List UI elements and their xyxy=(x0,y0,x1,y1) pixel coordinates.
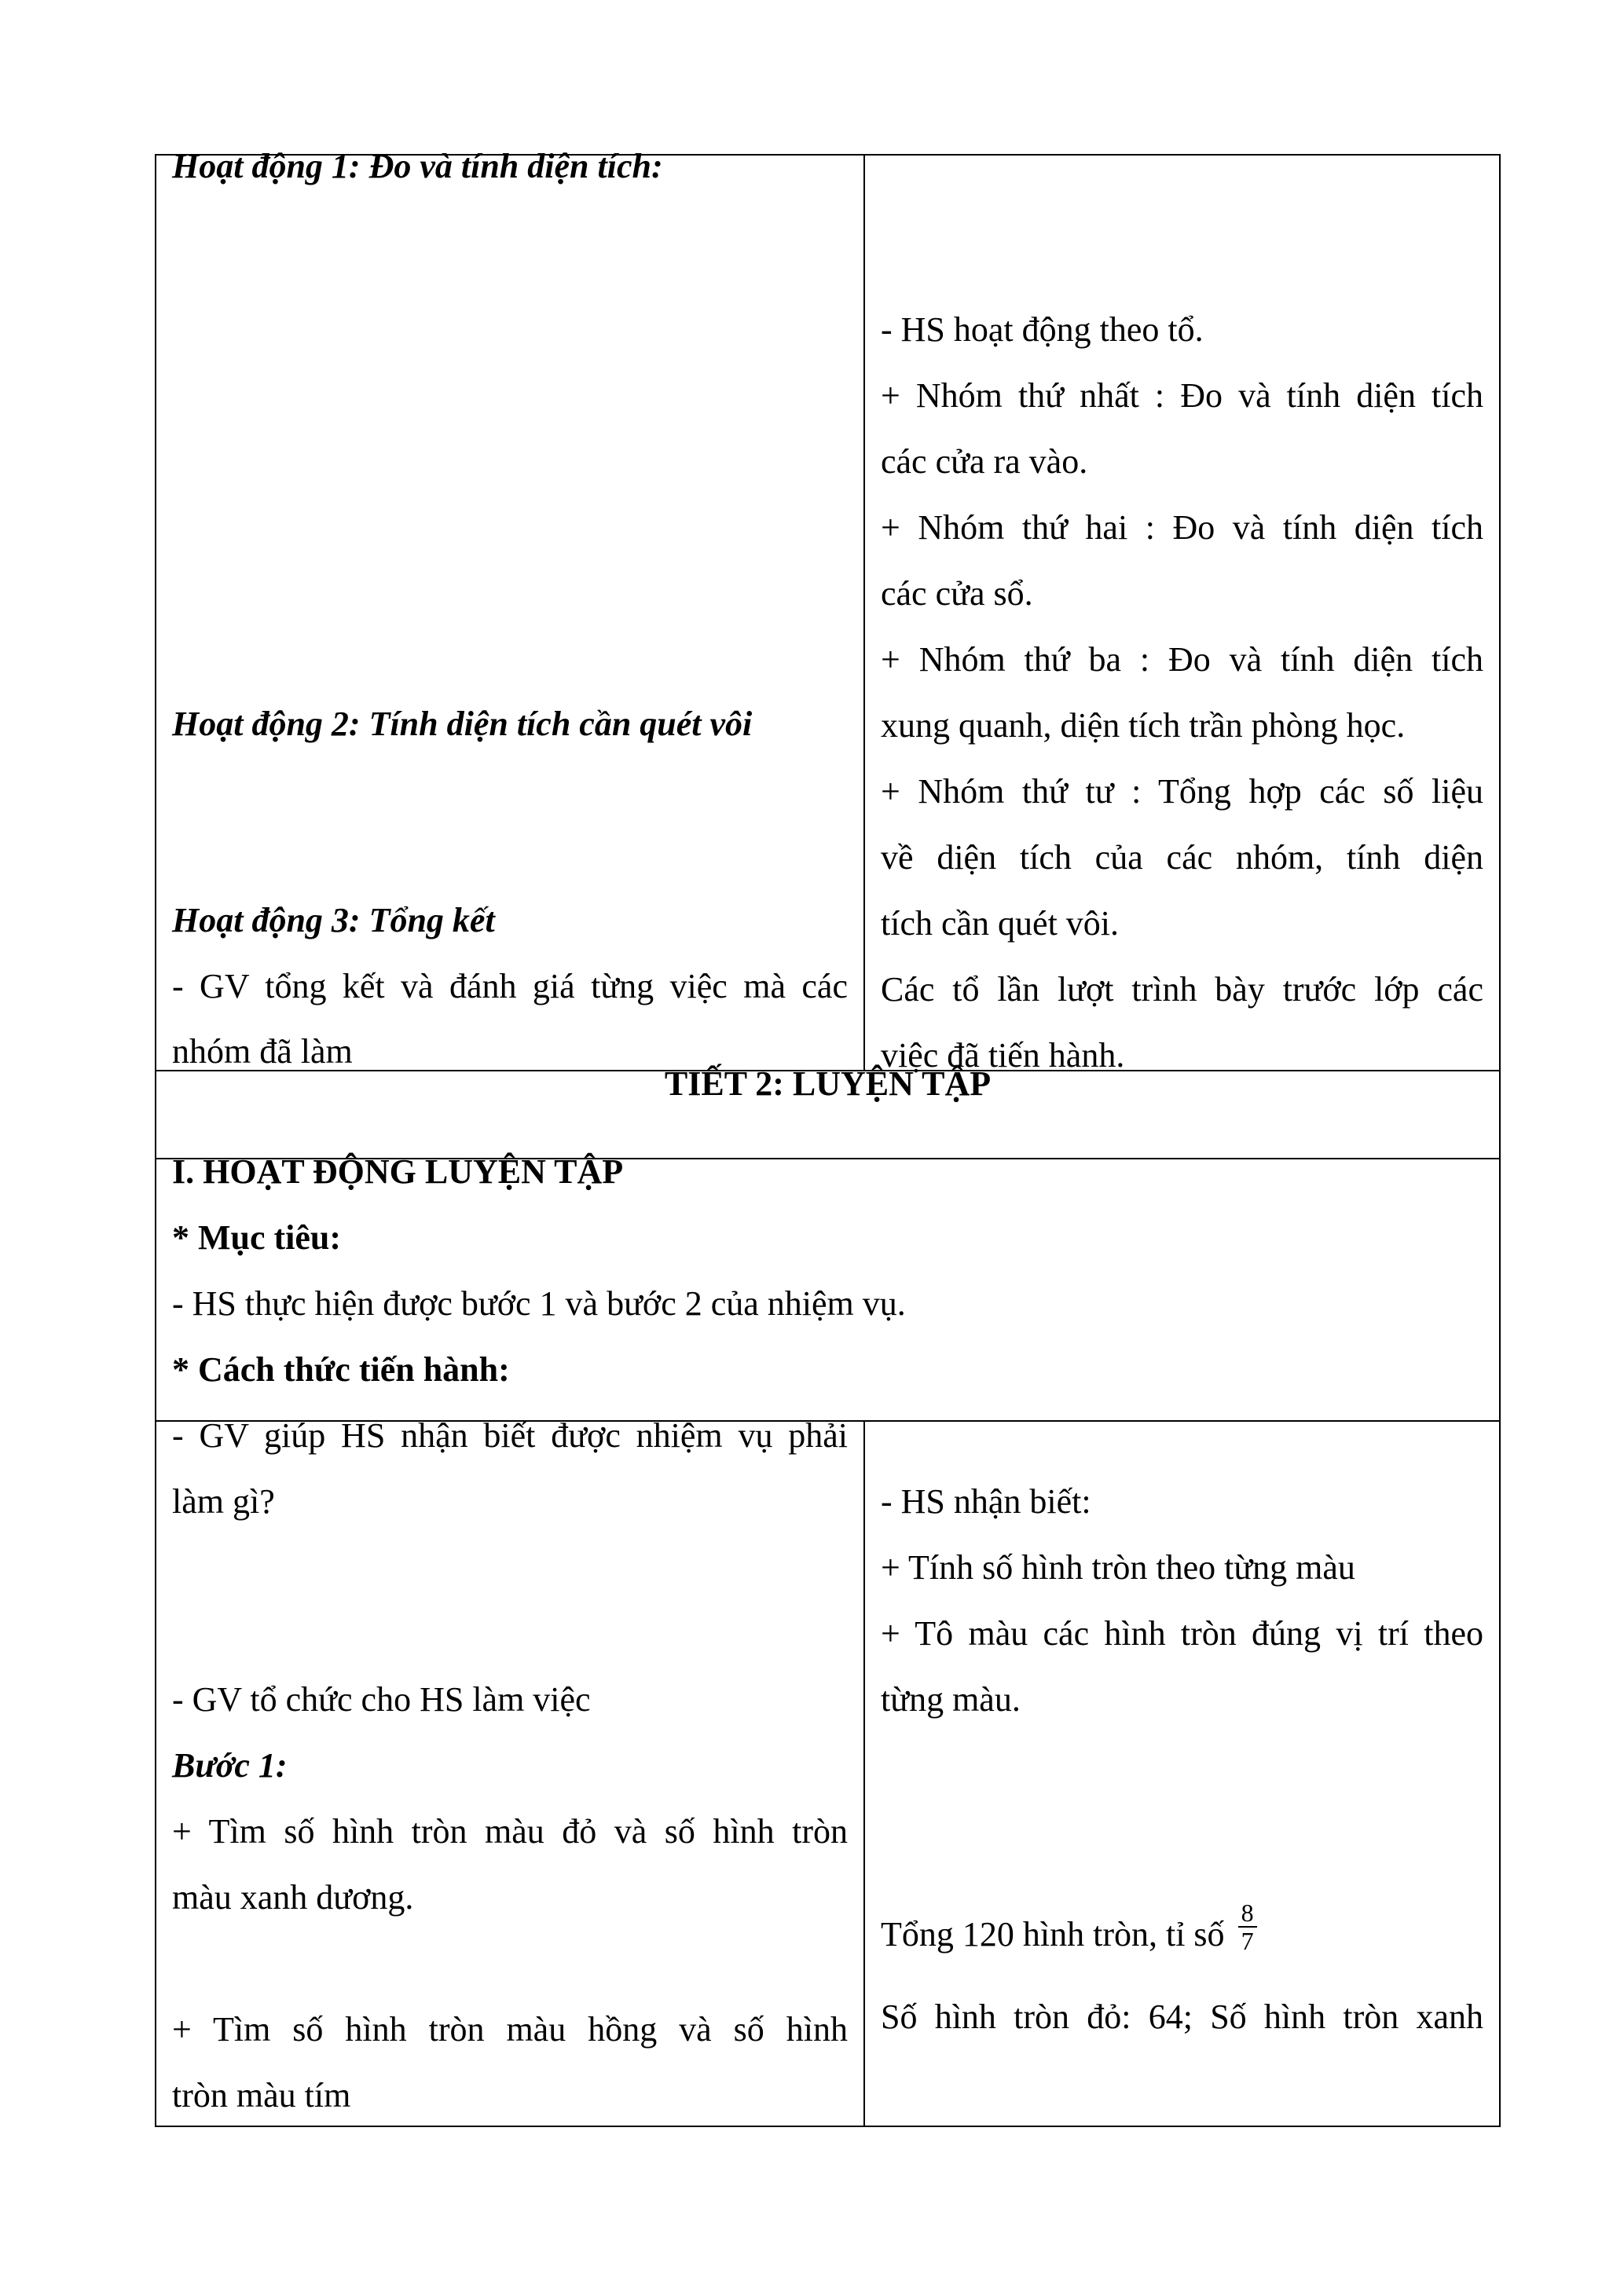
teacher-practice-line-1: - GV giúp HS nhận biết được nhiệm vụ phải xyxy=(172,1416,848,1455)
student-line-2: + Nhóm thứ nhất : Đo và tính diện tích xyxy=(881,376,1483,415)
teacher-practice-line-3: - GV tổ chức cho HS làm việc xyxy=(172,1680,591,1719)
teacher-practice-line-5: màu xanh dương. xyxy=(172,1878,414,1917)
practice-heading: I. HOẠT ĐỘNG LUYỆN TẬP xyxy=(172,1152,624,1191)
student-practice-cell xyxy=(864,1421,1500,2126)
teacher-practice-line-4: + Tìm số hình tròn màu đỏ và số hình tròn xyxy=(172,1812,848,1851)
teacher-activities-cell xyxy=(156,147,864,1071)
student-practice-line-5 xyxy=(881,1899,1483,1965)
student-line-7: xung quanh, diện tích trần phòng học. xyxy=(881,706,1406,745)
student-practice-line-6: Số hình tròn đỏ: 64; Số hình tròn xanh xyxy=(881,1998,1483,2036)
student-line-1: - HS hoạt động theo tổ. xyxy=(881,310,1204,349)
activity-1-title: Hoạt động 1: Đo và tính diện tích: xyxy=(172,147,663,185)
teacher-summary-line-1: - GV tổng kết và đánh giá từng việc mà các xyxy=(172,967,848,1005)
activity-2-title: Hoạt động 2: Tính diện tích cần quét vôi xyxy=(172,705,753,743)
teacher-practice-line-7: tròn màu tím xyxy=(172,2076,351,2115)
practice-header-row xyxy=(156,1159,1500,1421)
step-1-label: Bước 1: xyxy=(172,1746,288,1785)
fraction-denominator: 7 xyxy=(1241,1927,1254,1955)
tiet2-cell xyxy=(156,1064,1500,1159)
student-line-3: các cửa ra vào. xyxy=(881,442,1088,481)
student-line-6: + Nhóm thứ ba : Đo và tính diện tích xyxy=(881,640,1483,679)
student-line-10: tích cần quét vôi. xyxy=(881,904,1120,943)
teacher-practice-line-6: + Tìm số hình tròn màu hồng và số hình xyxy=(172,2010,848,2049)
student-practice-line-4: từng màu. xyxy=(881,1680,1021,1719)
practice-header-cell xyxy=(156,1152,1500,1421)
student-line-9: về diện tích của các nhóm, tính diện xyxy=(881,838,1483,877)
objective-label: * Mục tiêu: xyxy=(172,1218,342,1257)
student-practice-line-2: + Tính số hình tròn theo từng màu xyxy=(881,1548,1355,1587)
teacher-summary-line-2: nhóm đã làm xyxy=(172,1032,353,1071)
lesson-table xyxy=(155,147,1501,2127)
practice-row xyxy=(156,1421,1500,2126)
student-line-5: các cửa sổ. xyxy=(881,574,1033,613)
student-line-11: Các tổ lần lượt trình bày trước lớp các xyxy=(881,970,1483,1009)
tiet2-row xyxy=(156,1071,1500,1159)
activities-row xyxy=(156,155,1500,1071)
student-line-12: việc đã tiến hành. xyxy=(881,1036,1125,1075)
teacher-practice-cell xyxy=(156,1416,864,2126)
ratio-fraction xyxy=(1238,1899,1257,1954)
activity-3-title: Hoạt động 3: Tổng kết xyxy=(172,901,495,939)
objective-text: - HS thực hiện được bước 1 và bước 2 của nhiệm vụ. xyxy=(172,1284,906,1323)
teacher-practice-line-2: làm gì? xyxy=(172,1482,275,1521)
student-line-8: + Nhóm thứ tư : Tổng hợp các số liệu xyxy=(881,772,1483,811)
student-practice-line-3: + Tô màu các hình tròn đúng vị trí theo xyxy=(881,1614,1483,1653)
ratio-text: Tổng 120 hình tròn, tỉ số xyxy=(881,1915,1225,1954)
procedure-label: * Cách thức tiến hành: xyxy=(172,1350,510,1389)
tiet2-title: TIẾT 2: LUYỆN TẬP xyxy=(664,1064,992,1103)
student-line-4: + Nhóm thứ hai : Đo và tính diện tích xyxy=(881,508,1483,547)
fraction-numerator: 8 xyxy=(1238,1899,1257,1928)
student-activities-cell xyxy=(864,155,1500,1075)
student-practice-line-1: - HS nhận biết: xyxy=(881,1482,1091,1521)
